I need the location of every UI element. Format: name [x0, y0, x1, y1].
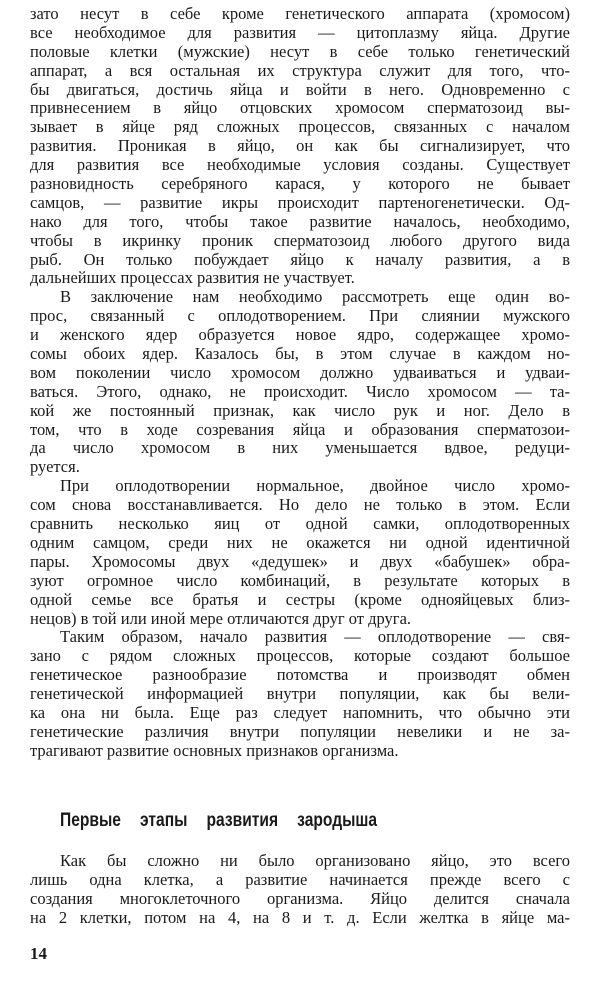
text-line: вом поколении число хромосом должно удваиваться и удваи- [30, 362, 570, 382]
text-line: сомы обоих ядер. Казалось бы, в этом случае в каждом но- [30, 344, 570, 364]
text-line: зато несут в себе кроме генетического аппарата (хромосом) [30, 4, 570, 23]
text-line: сом снова восстанавливается. Но дело не только в этом. Если [30, 495, 570, 515]
text-line: аппарат, а вся остальная их структура служит для того, что- [30, 60, 570, 80]
text-line: одним самцом, среди них не окажется ни одной идентичной [30, 532, 570, 552]
text-line: руется. [30, 457, 80, 477]
text-line: и женского ядер образуется новое ядро, содержащее хромо- [30, 325, 570, 345]
text-line: пары. Хромосомы двух «дедушек» и двух «бабушек» обра- [30, 551, 570, 571]
text-line: разновидность серебряного карася, у которого не бывает [30, 174, 570, 194]
text-line: зуют огромное число комбинаций, в результате которых в [30, 570, 570, 590]
paragraph [30, 5, 570, 288]
text-line: половые клетки (мужские) несут в себе только генетический [30, 41, 570, 61]
text-line: нако для того, чтобы такое развитие началось, необходимо, [30, 211, 570, 231]
text-line: рыб. Он только побуждает яйцо к началу развития, а в [30, 249, 570, 269]
text-line: все необходимое для развития — цитоплазму яйца. Другие [30, 22, 570, 42]
text-line: зывает в яйце ряд сложных процессов, связанных с началом [30, 117, 570, 137]
text-line: генетической информацией внутри популяции, как бы вели- [30, 684, 570, 704]
text-line: нецов) в той или иной мере отличаются друг от друга. [30, 608, 412, 628]
text-line: Как бы сложно ни было организовано яйцо, это всего [60, 851, 570, 870]
paragraph [30, 288, 570, 477]
text-line: ка она ни была. Еще раз следует напомнить, что обычно эти [30, 702, 570, 722]
text-line: развития. Проникая в яйцо, он как бы сигнализирует, что [30, 136, 570, 156]
text-line: на 2 клетки, потом на 4, на 8 и т. д. Если желтка в яйце ма- [30, 907, 570, 927]
text-line: самцов, — развитие икры происходит партеногенетически. Од- [30, 192, 570, 212]
text-line: дальнейших процессах развития не участвует. [30, 268, 355, 288]
text-line: бы двигаться, достичь яйца и войти в него. Одновременно с [30, 79, 570, 99]
text-line: том, что в ходе созревания яйца и образования сперматозои- [30, 419, 570, 439]
paragraph [30, 477, 570, 628]
text-line: ваться. Этого, однако, не происходит. Число хромосом — та- [30, 381, 570, 401]
paragraph [30, 628, 570, 760]
text-line: привнесением в яйцо отцовских хромосом сперматозоид вы- [30, 98, 570, 118]
body-text-bottom [30, 852, 570, 928]
text-line: да число хромосом в них уменьшается вдвое, редуци- [30, 438, 570, 458]
text-line: для развития все необходимые условия созданы. Существует [30, 155, 570, 175]
paragraph [30, 852, 570, 928]
text-line: При оплодотворении нормальное, двойное число хромо- [60, 476, 570, 496]
text-line: генетические различия внутри популяции невелики и не за- [30, 721, 570, 741]
text-line: В заключение нам необходимо рассмотреть еще один во- [60, 287, 570, 307]
text-line: создания многоклеточного организма. Яйцо делится сначала [30, 888, 570, 908]
text-line: прос, связанный с оплодотворением. При слиянии мужского [30, 306, 570, 326]
text-line: Таким образом, начало развития — оплодотворение — свя- [60, 627, 570, 647]
page-number: 14 [30, 944, 47, 963]
text-line: зано с рядом сложных процессов, которые создают большое [30, 646, 570, 666]
text-line: генетическое разнообразие потомства и производят обмен [30, 665, 570, 685]
section-heading: Первые этапы развития зародыша [60, 810, 378, 831]
text-line: чтобы в икринку проник сперматозоид любого другого вида [30, 230, 570, 250]
text-line: трагивают развитие основных признаков организма. [30, 740, 399, 760]
text-line: одной семье все братья и сестры (кроме однояйцевых близ- [30, 589, 570, 609]
text-line: сравнить несколько яиц от одной самки, оплодотворенных [30, 514, 570, 534]
text-line: лишь одна клетка, а развитие начинается прежде всего с [30, 869, 570, 889]
body-text-top [30, 5, 570, 761]
text-line: кой же постоянный признак, как число рук и ног. Дело в [30, 400, 570, 420]
